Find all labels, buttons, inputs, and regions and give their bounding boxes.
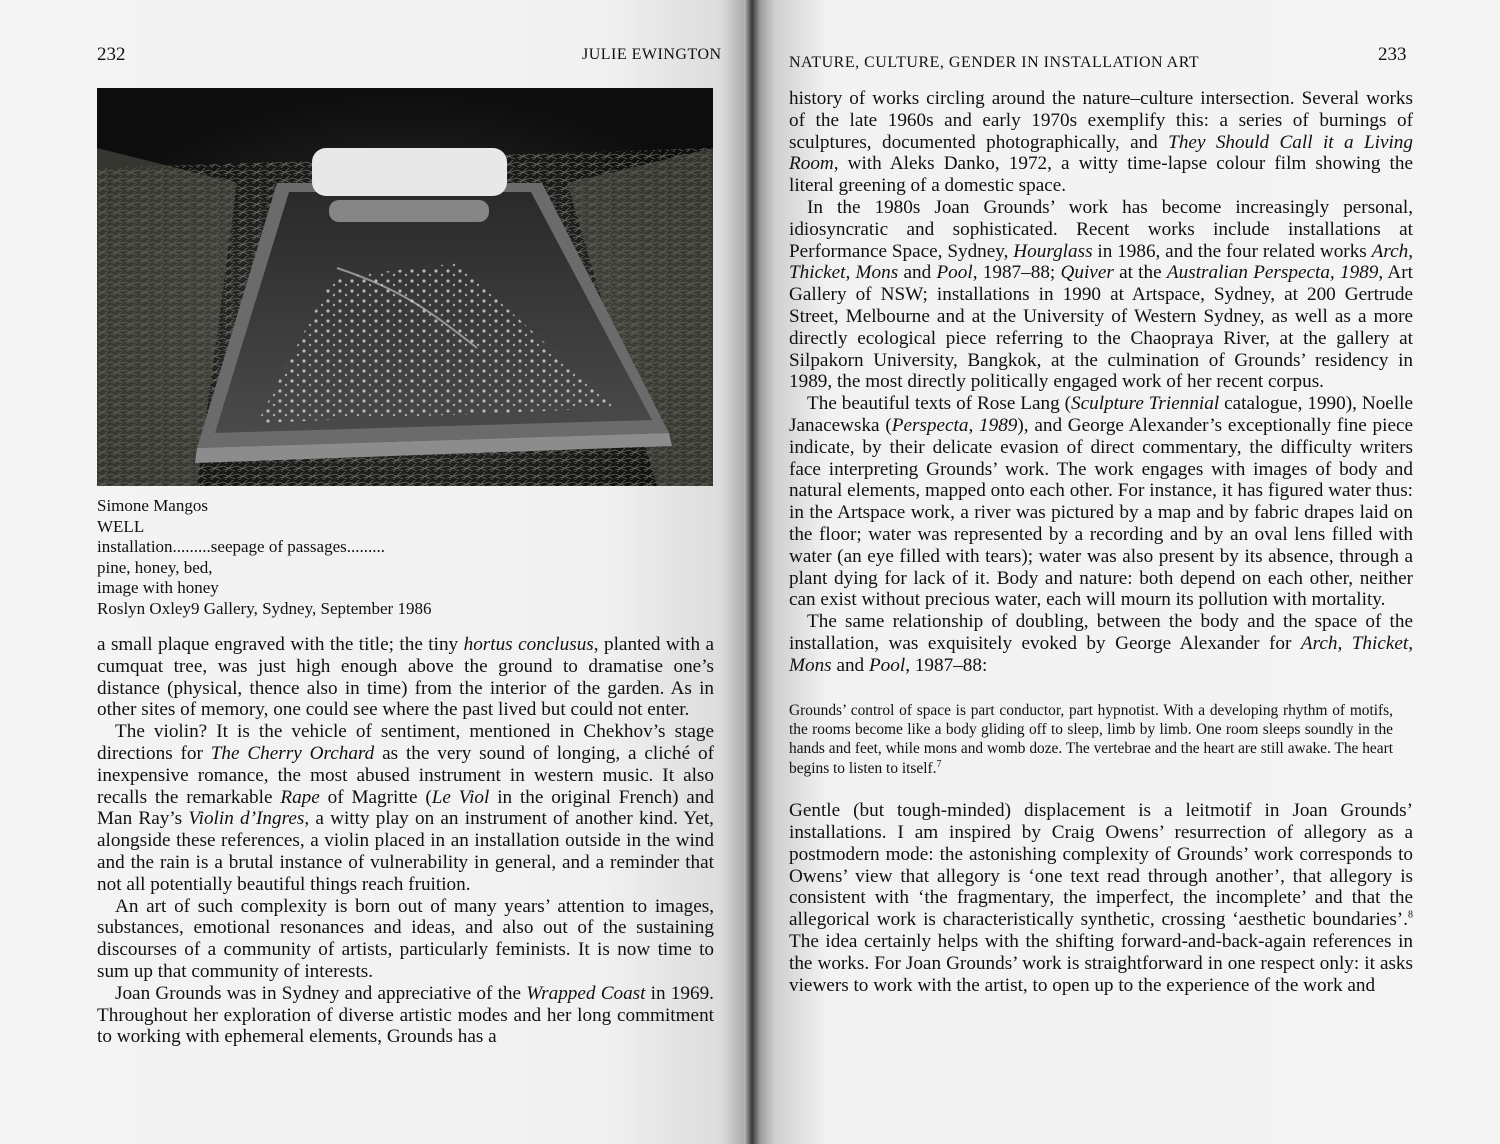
text-run: Gentle (but tough-minded) displacement is a leitmotif in Joan Grounds’ installations. I am inspired by Craig Owens’ resurrection of allegory as a postmodern mode: the astonishing complexity of Grounds’ work corresponds to Owens’ view that allegory is ‘one text read through another’, that allegory is consistent with ‘the fragmentary, the imperfect, the incomplete’ and that the allegorical work is characteristically synthetic, crossing ‘aesthetic boundaries’. [789, 800, 1413, 931]
footnote-marker: 7 [936, 758, 942, 770]
italic-run: Violin d’Ingres [188, 808, 305, 830]
text-run: An art of such complexity is born out of many years’ attention to images, substances, emotional resonances and ideas, and also out of the sustaining discourses of a community of artists, particularly feminists. It is now time to sum up that community of interests. [97, 895, 714, 982]
text-run: ), and George Alexander’s exceptionally fine piece indicate, by their delicate evasion of direct commentary, the difficulty writers face interpreting Grounds’ work. The work engages with images of body and natural elements, mapped onto each other. For instance, it has figured water thus: in the Artspace work, a river was pictured by a map and by fabric drapes laid on the floor; water was represented by a recording and by an oval lens filled with water (an eye filled with tears); water was also present by its absence, through a plant dying for lack of it. Body and nature: both depend on each other, neither can exist without precious water, each will mourn its pollution with mortality. [789, 414, 1414, 611]
installation-photo [97, 88, 713, 486]
paragraph [97, 983, 714, 1048]
italic-run: Quiver [1060, 262, 1114, 284]
paragraph [789, 393, 1413, 611]
figure-photograph [97, 88, 713, 486]
caption-line: Roslyn Oxley9 Gallery, Sydney, September 1986 [97, 598, 432, 618]
italic-run: Arch, Thicket, Mons [789, 240, 1413, 284]
text-run: The beautiful texts of Rose Lang ( [807, 393, 1072, 415]
text-run: history of works circling around the nature–culture intersection. Several works of the late 1960s and early 1970s exemplify this: a series of burnings of sculptures, documented photographically, and [789, 88, 1413, 153]
italic-run: Hourglass [1013, 240, 1093, 262]
italic-run: Le Viol [431, 786, 490, 808]
paragraph [789, 800, 1413, 996]
text-run: In the 1980s Joan Grounds’ work has become increasingly personal, idiosyncratic and sophisticated. Recent works include installations at Performance Space, Sydney, [789, 196, 1413, 262]
caption-line: Simone Mangos [97, 496, 208, 515]
italic-run: hortus conclusus [463, 634, 594, 655]
paragraph [97, 896, 714, 983]
text-run: a small plaque engraved with the title; the tiny [97, 634, 464, 655]
italic-run: Perspecta, 1989 [891, 414, 1018, 436]
text-run: at the [1113, 262, 1167, 284]
book-gutter [744, 0, 760, 1144]
text-run: in the original French) and Man Ray’s [97, 786, 715, 830]
running-head-right: NATURE, CULTURE, GENDER IN INSTALLATION ART [789, 54, 1200, 71]
text-run: , Art Gallery of NSW; installations in 1990 at Artspace, Sydney, at 200 Gertrude Street, Melbourne and at the University of Western Sydney, as well as a more directly ecological piece referring to the Chaopraya River, at the gallery at Silpakorn University, Bangkok, at the culmination of Grounds’ residency in 1989, the most directly politically engaged work of her recent corpus. [789, 262, 1413, 393]
text-run: , with Aleks Danko, 1972, a witty time-lapse colour film showing the literal greening of a domestic space. [789, 153, 1413, 197]
text-run: as the very sound of longing, a cliché of inexpensive romance, the most abused instrument in western music. It also recalls the remarkable [97, 742, 714, 808]
text-run: , a witty play on an instrument of another kind. Yet, alongside these references, a violin placed in an installation outside in the wind and the rain is a brutal instance of vulnerability in general, and a reminder that not all potentially beautiful things reach fruition. [97, 808, 714, 895]
italic-run: Sculpture Triennial [1071, 393, 1220, 415]
caption-line: installation.........seepage of passages......... [97, 537, 385, 557]
text-run: of Magritte ( [319, 786, 432, 808]
right-page [752, 0, 1500, 1144]
italic-run: Arch, Thicket, Mons [789, 632, 1413, 676]
italic-run: Wrapped Coast [526, 982, 646, 1004]
page-number-right: 233 [1378, 44, 1407, 65]
paragraph [97, 634, 714, 721]
paragraph [789, 88, 1413, 197]
italic-run: Rape [280, 786, 320, 808]
page-number-left: 232 [97, 44, 126, 65]
left-body-text [97, 634, 714, 1048]
pillow [312, 148, 507, 196]
caption-line: image with honey [97, 578, 219, 598]
running-head-left: JULIE EWINGTON [582, 46, 722, 63]
caption-line: pine, honey, bed, [97, 557, 213, 577]
paragraph [97, 721, 714, 895]
italic-run: The Cherry Orchard [210, 742, 375, 764]
text-run: and [898, 262, 937, 284]
italic-run: Pool [936, 262, 973, 284]
right-body-text [789, 88, 1413, 996]
paragraph [789, 197, 1413, 393]
italic-run: They Should Call it a Living Room [789, 131, 1413, 175]
caption-line: WELL [97, 516, 145, 536]
figure-caption [97, 496, 697, 620]
italic-run: Australian Perspecta, 1989 [1166, 262, 1379, 284]
text-run: catalogue, 1990), Noelle Janacewska ( [789, 393, 1413, 436]
text-run: , 1987–88; [972, 262, 1061, 284]
text-run: The idea certainly helps with the shifting forward-and-back-again references in the works. For Joan Grounds’ work is straightforward in one respect only: it asks viewers to work with the artist, to open up to the experience of the work and [789, 930, 1413, 996]
text-run: and [831, 654, 869, 676]
text-run: The violin? It is the vehicle of sentiment, mentioned in Chekhov’s stage directions for [97, 721, 714, 764]
text-run: , planted with a cumquat tree, was just high enough above the ground to dramatise one’s distance (physical, thence also in time) from the interior of the garden. As in other sites of memory, one could see where the past lived but could not enter. [97, 634, 715, 721]
text-run: in 1969. Throughout her exploration of diverse artistic modes and her long commitment to working with ephemeral elements, Grounds has a [97, 982, 714, 1048]
quote-text: Grounds’ control of space is part conductor, part hypnotist. With a developing rhythm of motifs, the rooms become like a body gliding off to sleep, limb by limb. One room sleeps soundly in the hands and feet, while mons and womb doze. The vertebrae and the heart are still awake. The heart begins to listen to itself. [789, 701, 1393, 777]
text-run: , 1987–88: [905, 654, 988, 676]
paragraph [789, 611, 1413, 676]
footnote-marker: 8 [1408, 909, 1413, 921]
text-run: in 1986, and the four related works [1092, 240, 1372, 262]
block-quote [789, 701, 1393, 779]
italic-run: Pool [868, 654, 906, 676]
text-run: Joan Grounds was in Sydney and appreciative of the [115, 982, 527, 1004]
text-run: The same relationship of doubling, between the body and the space of the installation, was exquisitely evoked by George Alexander for [789, 611, 1413, 654]
